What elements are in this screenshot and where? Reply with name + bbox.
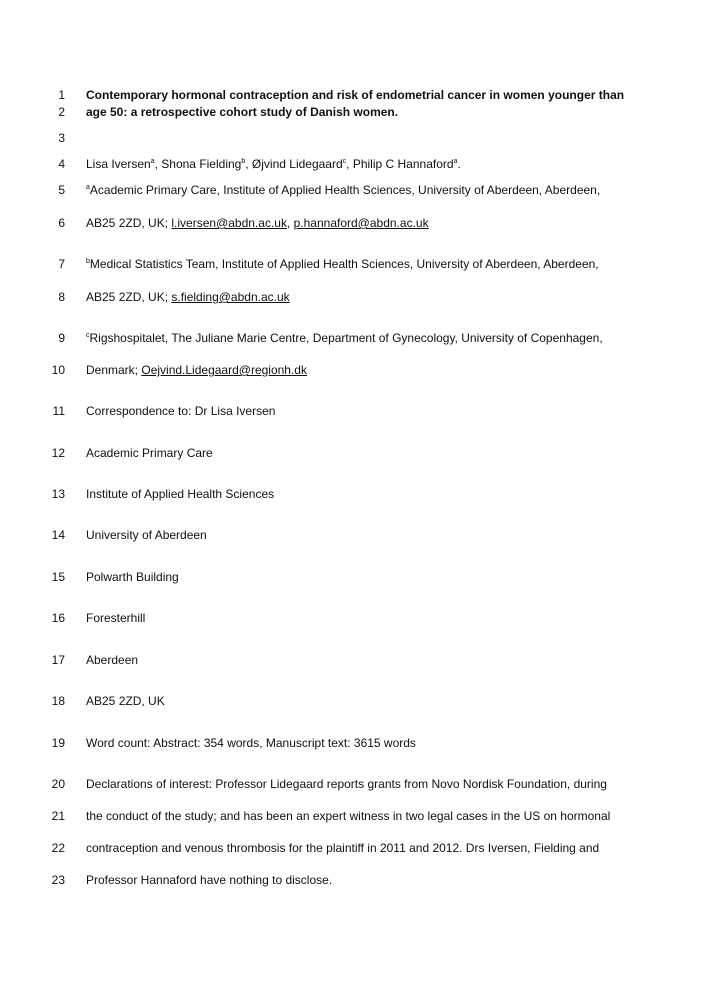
- line-number: 13: [51, 487, 65, 501]
- affiliation-label: b: [86, 258, 90, 265]
- author-affiliation-mark: b: [241, 158, 246, 165]
- line-number: 15: [51, 570, 65, 584]
- line-number: 7: [58, 257, 65, 271]
- author-list: Lisa Iversen$^a$, Shona Fielding$^b$, Øjvind Lidegaard$^c$, Philip C Hannaford$^a$.: [86, 157, 461, 171]
- address-line: Polwarth Building: [86, 570, 179, 584]
- email-link-fielding[interactable]: s.fielding@abdn.ac.uk: [171, 290, 290, 304]
- manuscript-line: [0, 568, 707, 586]
- address-line: Academic Primary Care: [86, 446, 213, 460]
- address-line: Aberdeen: [86, 653, 139, 667]
- manuscript-line: [0, 103, 707, 121]
- line-number: 18: [51, 694, 65, 708]
- address-line: University of Aberdeen: [86, 528, 207, 542]
- address-line: Institute of Applied Health Sciences: [86, 487, 275, 501]
- affiliation-text: Medical Statistics Team, Institute of Applied Health Sciences, University of Aberdeen, Aberdeen,: [89, 257, 599, 271]
- address-line: Foresterhill: [86, 611, 146, 625]
- title-line-2: age 50: a retrospective cohort study of Danish women.: [86, 105, 399, 119]
- email-link-hannaford[interactable]: p.hannaford@abdn.ac.uk: [293, 216, 429, 230]
- affiliation-text: Rigshospitalet, The Juliane Marie Centre, Department of Gynecology, University of Copenhagen,: [89, 331, 603, 345]
- email-link-lidegaard[interactable]: Oejvind.Lidegaard@regionh.dk: [141, 363, 307, 377]
- manuscript-line: [0, 807, 707, 825]
- line-number: 10: [51, 363, 65, 377]
- manuscript-line: [0, 734, 707, 752]
- line-number: 1: [58, 88, 65, 102]
- manuscript-line: [0, 86, 707, 104]
- address-line: AB25 2ZD, UK: [86, 694, 165, 708]
- line-number: 3: [58, 131, 65, 145]
- line-number: 20: [51, 777, 65, 791]
- declarations-line: the conduct of the study; and has been an expert witness in two legal cases in the US on hormonal: [86, 809, 611, 823]
- manuscript-line: [0, 129, 707, 147]
- line-number: 22: [51, 841, 65, 855]
- declarations-line: Declarations of interest: Professor Lidegaard reports grants from Novo Nordisk Foundation, during: [86, 777, 607, 791]
- manuscript-line: [0, 402, 707, 420]
- line-number: 9: [58, 331, 65, 345]
- manuscript-line: [0, 839, 707, 857]
- manuscript-line: [0, 361, 707, 379]
- manuscript-line: [0, 775, 707, 793]
- affiliation-text: Academic Primary Care, Institute of Applied Health Sciences, University of Aberdeen, Aberdeen,: [89, 183, 601, 197]
- manuscript-line: [0, 255, 707, 273]
- manuscript-line: [0, 526, 707, 544]
- author-affiliation-mark: a: [453, 158, 458, 165]
- author-name: Philip C Hannaford: [352, 157, 454, 171]
- correspondence-heading: Correspondence to: Dr Lisa Iversen: [86, 404, 276, 418]
- line-number: 2: [58, 105, 65, 119]
- declarations-line: Professor Hannaford have nothing to disclose.: [86, 873, 333, 887]
- author-name: Lisa Iversen: [86, 157, 151, 171]
- author-affiliation-mark: c: [342, 158, 347, 165]
- email-link-iversen[interactable]: l.iversen@abdn.ac.uk: [171, 216, 287, 230]
- affiliation-c-contact: [86, 361, 307, 379]
- manuscript-line: [0, 444, 707, 462]
- manuscript-line: [0, 609, 707, 627]
- separator: ,: [286, 216, 294, 230]
- affiliation-a: [86, 181, 600, 199]
- line-number: 5: [58, 183, 65, 197]
- line-number: 4: [58, 157, 65, 171]
- manuscript-line: [0, 651, 707, 669]
- author-affiliation-mark: a: [150, 158, 155, 165]
- line-number: 17: [51, 653, 65, 667]
- affiliation-b: [86, 255, 599, 273]
- affiliation-b-contact: [86, 288, 290, 306]
- title-line-1: Contemporary hormonal contraception and risk of endometrial cancer in women younger than: [86, 88, 625, 102]
- manuscript-line: [0, 288, 707, 306]
- affiliation-postcode: AB25 2ZD, UK;: [86, 216, 172, 230]
- affiliation-label: a: [86, 184, 90, 191]
- author-name: Øjvind Lidegaard: [251, 157, 343, 171]
- line-number: 23: [51, 873, 65, 887]
- affiliation-c: [86, 329, 603, 347]
- affiliation-label: c: [86, 332, 90, 339]
- manuscript-line: [0, 871, 707, 889]
- manuscript-line: [0, 692, 707, 710]
- affiliation-postcode: AB25 2ZD, UK;: [86, 290, 172, 304]
- line-number: 12: [51, 446, 65, 460]
- author-name: Shona Fielding: [161, 157, 242, 171]
- line-number: 21: [51, 809, 65, 823]
- line-number: 19: [51, 736, 65, 750]
- line-number: 6: [58, 216, 65, 230]
- manuscript-line: [0, 214, 707, 232]
- manuscript-line: [0, 181, 707, 199]
- line-number: 11: [52, 404, 65, 418]
- affiliation-a-contact: [86, 214, 429, 232]
- manuscript-line: [0, 329, 707, 347]
- declarations-line: contraception and venous thrombosis for the plaintiff in 2011 and 2012. Drs Iversen, Fielding and: [86, 841, 600, 855]
- manuscript-line: [0, 485, 707, 503]
- line-number: 14: [51, 528, 65, 542]
- affiliation-country: Denmark;: [86, 363, 142, 377]
- manuscript-line: [0, 155, 707, 173]
- word-count: Word count: Abstract: 354 words, Manuscript text: 3615 words: [86, 736, 416, 750]
- line-number: 8: [58, 290, 65, 304]
- line-number: 16: [51, 611, 65, 625]
